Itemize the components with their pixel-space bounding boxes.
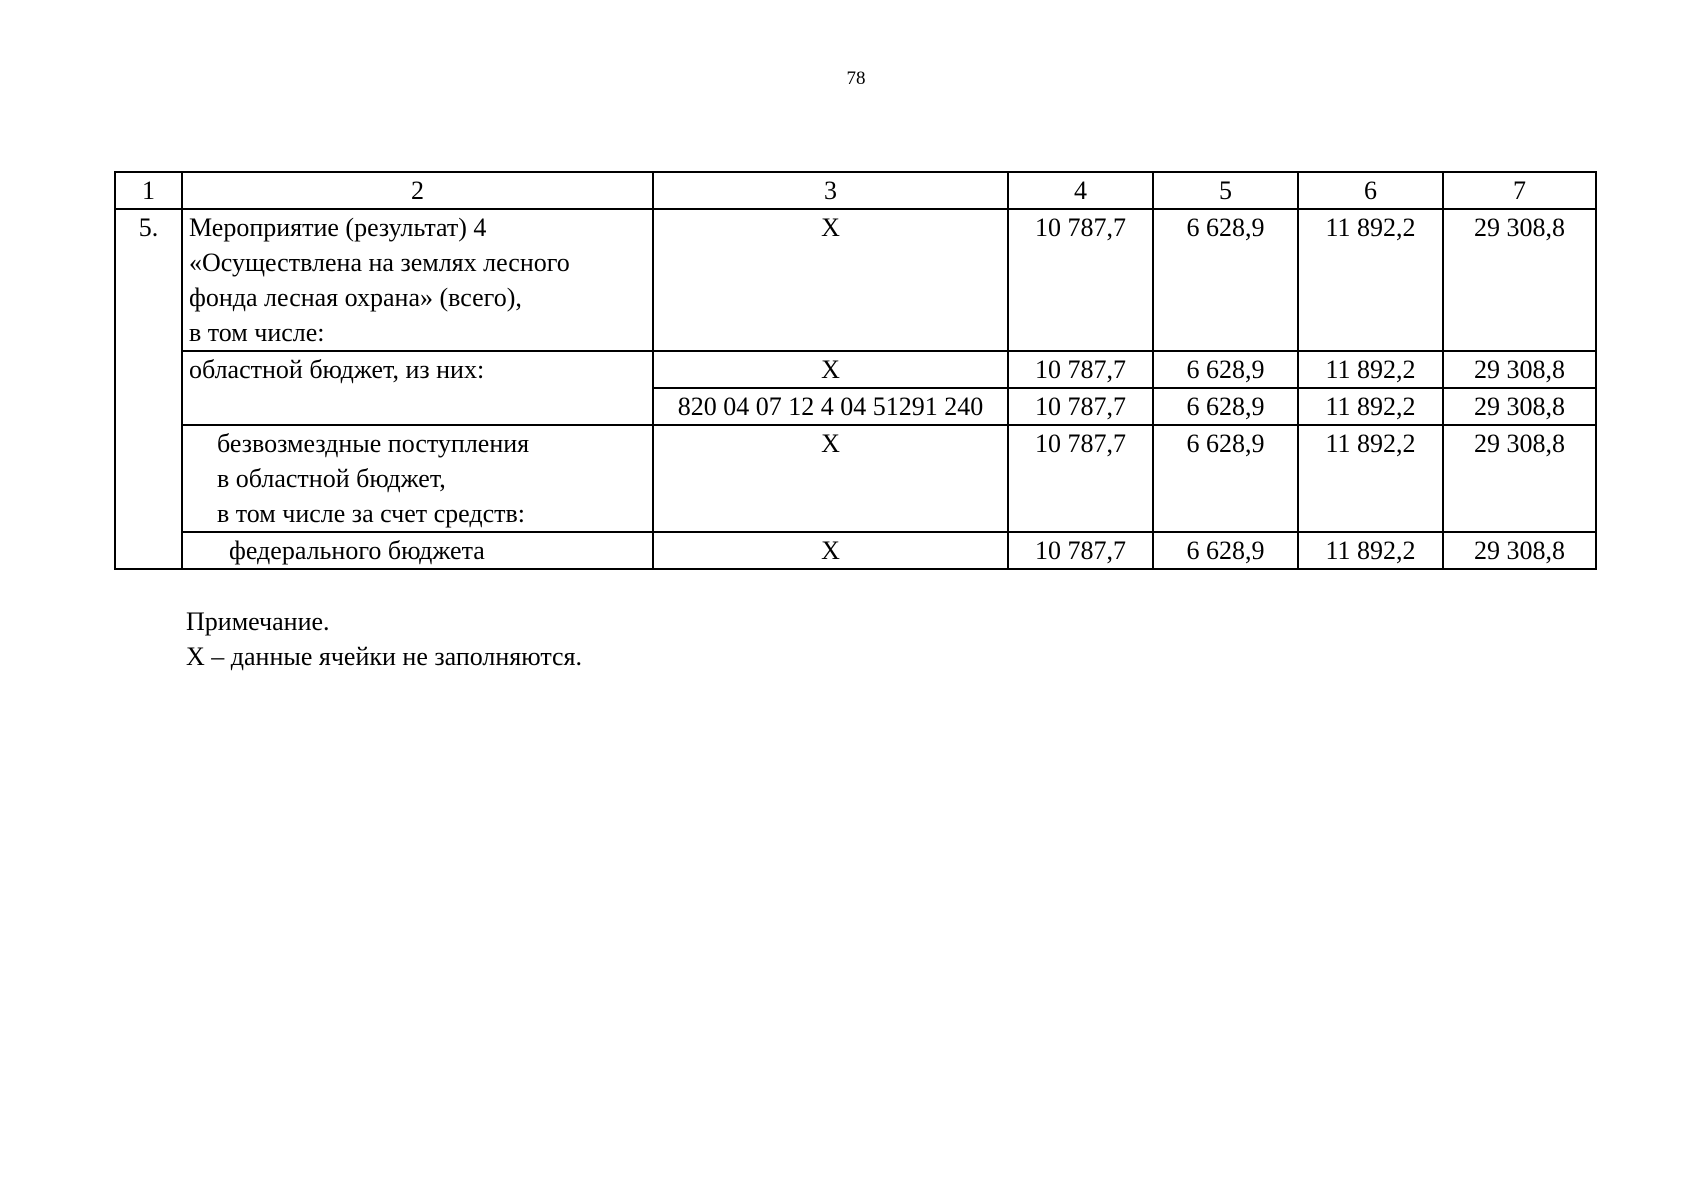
activity-name-line: Мероприятие (результат) 4 bbox=[189, 213, 487, 242]
budget-table bbox=[114, 171, 1597, 570]
header-cell-5: 5 bbox=[1153, 172, 1298, 209]
budget-code-cell: X bbox=[653, 532, 1008, 569]
budget-code-cell: X bbox=[653, 425, 1008, 532]
value-col-5: 6 628,9 bbox=[1153, 209, 1298, 351]
value-col-4: 10 787,7 bbox=[1008, 425, 1153, 532]
value-col-4: 10 787,7 bbox=[1008, 388, 1153, 425]
regional-budget-label: областной бюджет, из них: bbox=[182, 351, 653, 425]
note-title: Примечание. bbox=[186, 607, 330, 636]
value-col-6: 11 892,2 bbox=[1298, 388, 1443, 425]
value-col-5: 6 628,9 bbox=[1153, 388, 1298, 425]
note-block bbox=[186, 604, 582, 674]
table-row bbox=[115, 209, 1596, 351]
gratuitous-receipts-label bbox=[182, 425, 653, 532]
table-row bbox=[115, 425, 1596, 532]
value-col-6: 11 892,2 bbox=[1298, 425, 1443, 532]
value-col-7: 29 308,8 bbox=[1443, 209, 1596, 351]
budget-code-cell: X bbox=[653, 209, 1008, 351]
value-col-6: 11 892,2 bbox=[1298, 209, 1443, 351]
federal-budget-label: федерального бюджета bbox=[182, 532, 653, 569]
budget-code-cell: X bbox=[653, 351, 1008, 388]
value-col-7: 29 308,8 bbox=[1443, 388, 1596, 425]
value-col-5: 6 628,9 bbox=[1153, 351, 1298, 388]
table-row bbox=[115, 351, 1596, 388]
value-col-6: 11 892,2 bbox=[1298, 532, 1443, 569]
value-col-4: 10 787,7 bbox=[1008, 351, 1153, 388]
header-cell-1: 1 bbox=[115, 172, 182, 209]
value-col-7: 29 308,8 bbox=[1443, 425, 1596, 532]
header-cell-2: 2 bbox=[182, 172, 653, 209]
gratuitous-receipts-line: в том числе за счет средств: bbox=[217, 499, 525, 528]
header-cell-7: 7 bbox=[1443, 172, 1596, 209]
value-col-4: 10 787,7 bbox=[1008, 532, 1153, 569]
note-text: X – данные ячейки не заполняются. bbox=[186, 642, 583, 671]
header-row bbox=[115, 172, 1596, 209]
value-col-7: 29 308,8 bbox=[1443, 351, 1596, 388]
value-col-7: 29 308,8 bbox=[1443, 532, 1596, 569]
value-col-5: 6 628,9 bbox=[1153, 425, 1298, 532]
header-cell-4: 4 bbox=[1008, 172, 1153, 209]
header-cell-6: 6 bbox=[1298, 172, 1443, 209]
header-cell-3: 3 bbox=[653, 172, 1008, 209]
value-col-4: 10 787,7 bbox=[1008, 209, 1153, 351]
activity-name bbox=[182, 209, 653, 351]
value-col-5: 6 628,9 bbox=[1153, 532, 1298, 569]
value-col-6: 11 892,2 bbox=[1298, 351, 1443, 388]
gratuitous-receipts-line: в областной бюджет, bbox=[217, 464, 446, 493]
activity-name-line: фонда лесная охрана» (всего), bbox=[189, 283, 522, 312]
table-row bbox=[115, 532, 1596, 569]
page-number: 78 bbox=[846, 68, 866, 89]
row-number: 5. bbox=[115, 209, 182, 569]
gratuitous-receipts-line: безвозмездные поступления bbox=[217, 429, 530, 458]
budget-code-cell: 820 04 07 12 4 04 51291 240 bbox=[653, 388, 1008, 425]
activity-name-line: «Осуществлена на землях лесного bbox=[189, 248, 570, 277]
activity-name-line: в том числе: bbox=[189, 318, 325, 347]
